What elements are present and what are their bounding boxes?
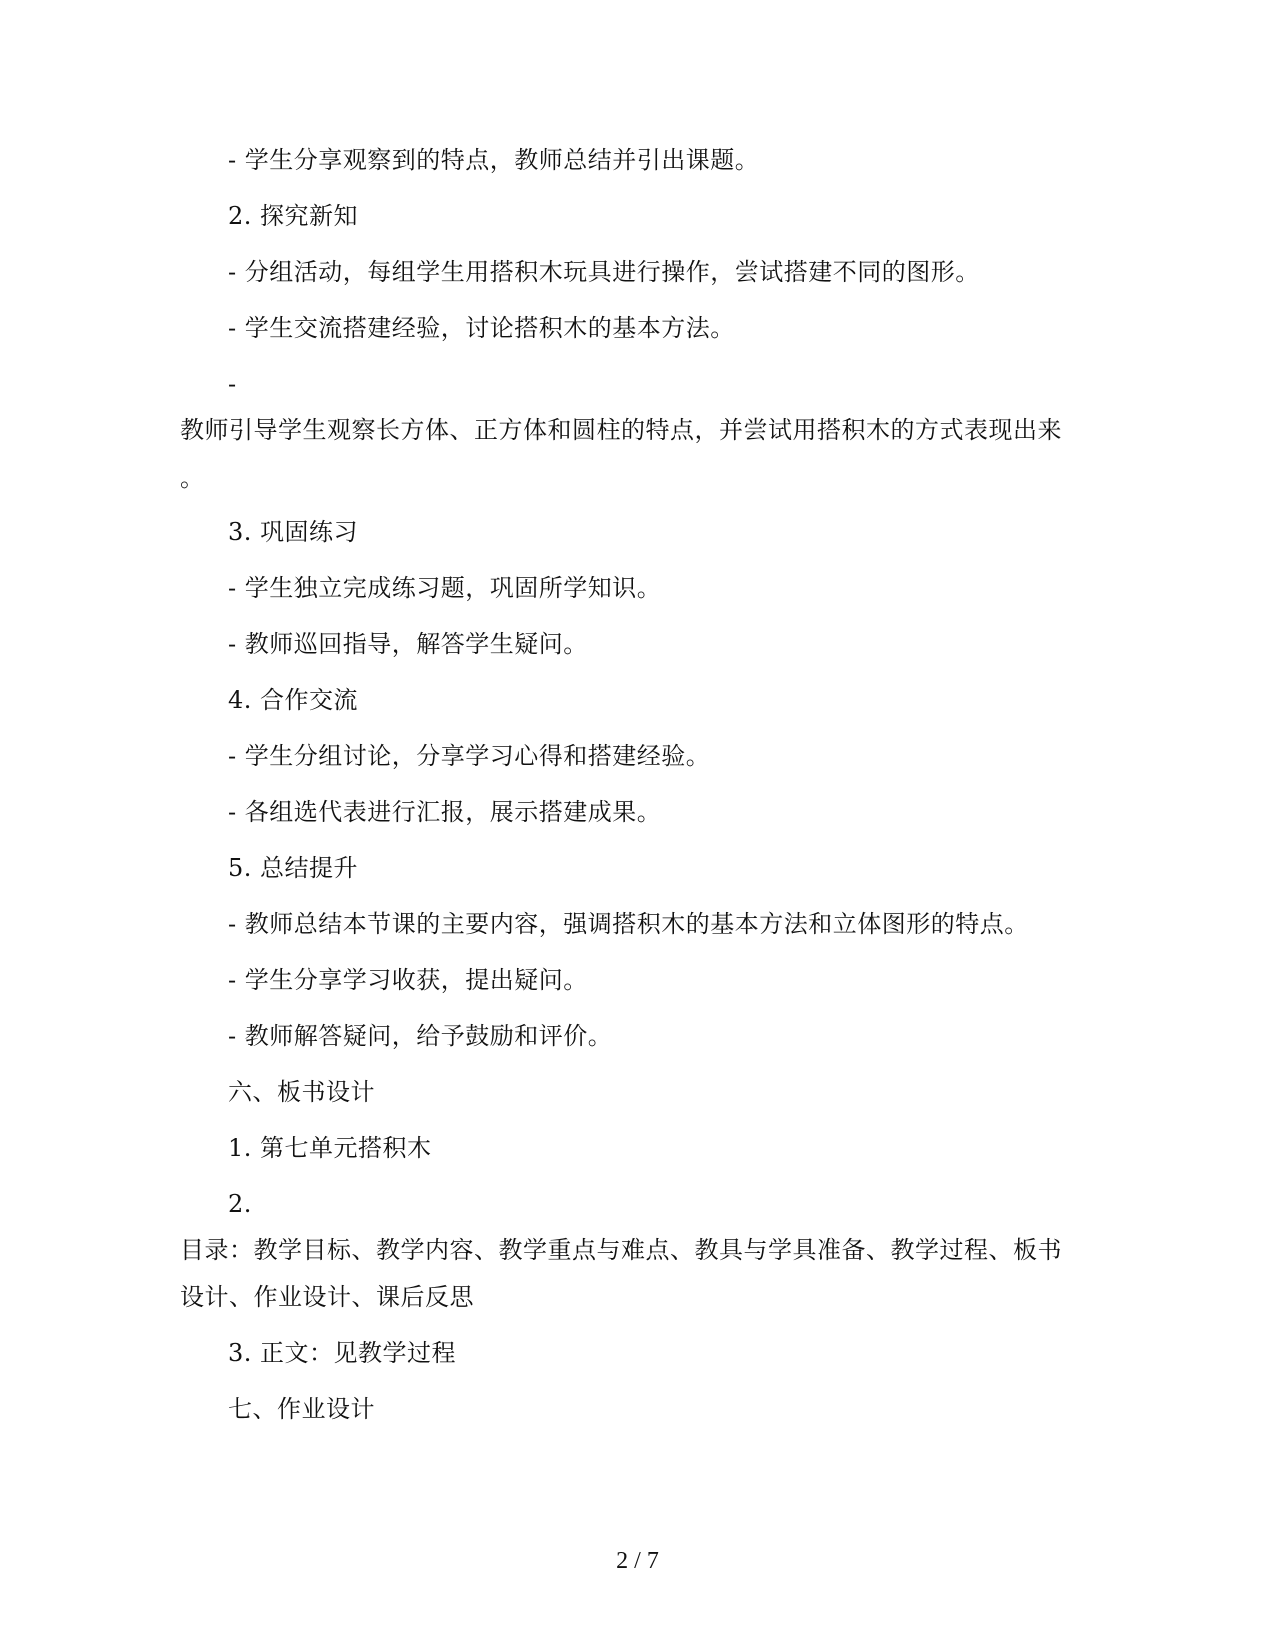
text-line: - 学生交流搭建经验，讨论搭积木的基本方法。 bbox=[228, 314, 735, 342]
text-line: - 学生分组讨论，分享学习心得和搭建经验。 bbox=[228, 742, 711, 770]
text-line: - 学生分享观察到的特点，教师总结并引出课题。 bbox=[228, 146, 760, 174]
text-line: - 教师巡回指导，解答学生疑问。 bbox=[228, 630, 588, 658]
text-line: - 各组选代表进行汇报，展示搭建成果。 bbox=[228, 798, 662, 826]
section-heading: 5. 总结提升 bbox=[228, 854, 359, 882]
text-line: - 分组活动，每组学生用搭积木玩具进行操作，尝试搭建不同的图形。 bbox=[228, 258, 980, 286]
section-heading: 4. 合作交流 bbox=[228, 686, 359, 714]
text-line: - 学生独立完成练习题，巩固所学知识。 bbox=[228, 574, 662, 602]
section-heading: 3. 巩固练习 bbox=[228, 518, 359, 546]
section-heading: 2. 探究新知 bbox=[228, 202, 359, 230]
text-line: - 教师总结本节课的主要内容，强调搭积木的基本方法和立体图形的特点。 bbox=[228, 910, 1029, 938]
section-heading: 六、板书设计 bbox=[228, 1078, 375, 1106]
text-line: 目录：教学目标、教学内容、教学重点与难点、教具与学具准备、教学过程、板书 bbox=[180, 1236, 1062, 1264]
text-line: - 学生分享学习收获，提出疑问。 bbox=[228, 966, 588, 994]
text-line: 2. bbox=[228, 1190, 252, 1218]
text-line: 教师引导学生观察长方体、正方体和圆柱的特点，并尝试用搭积木的方式表现出来 bbox=[180, 416, 1062, 444]
page-number: 2 / 7 bbox=[616, 1548, 659, 1574]
text-line: 。 bbox=[180, 464, 205, 492]
text-line: 1. 第七单元搭积木 bbox=[228, 1134, 432, 1162]
text-line: - 教师解答疑问，给予鼓励和评价。 bbox=[228, 1022, 613, 1050]
text-line: - bbox=[228, 370, 237, 398]
text-line: 3. 正文：见教学过程 bbox=[228, 1339, 457, 1367]
section-heading: 七、作业设计 bbox=[228, 1395, 375, 1423]
text-line: 设计、作业设计、课后反思 bbox=[180, 1283, 474, 1311]
